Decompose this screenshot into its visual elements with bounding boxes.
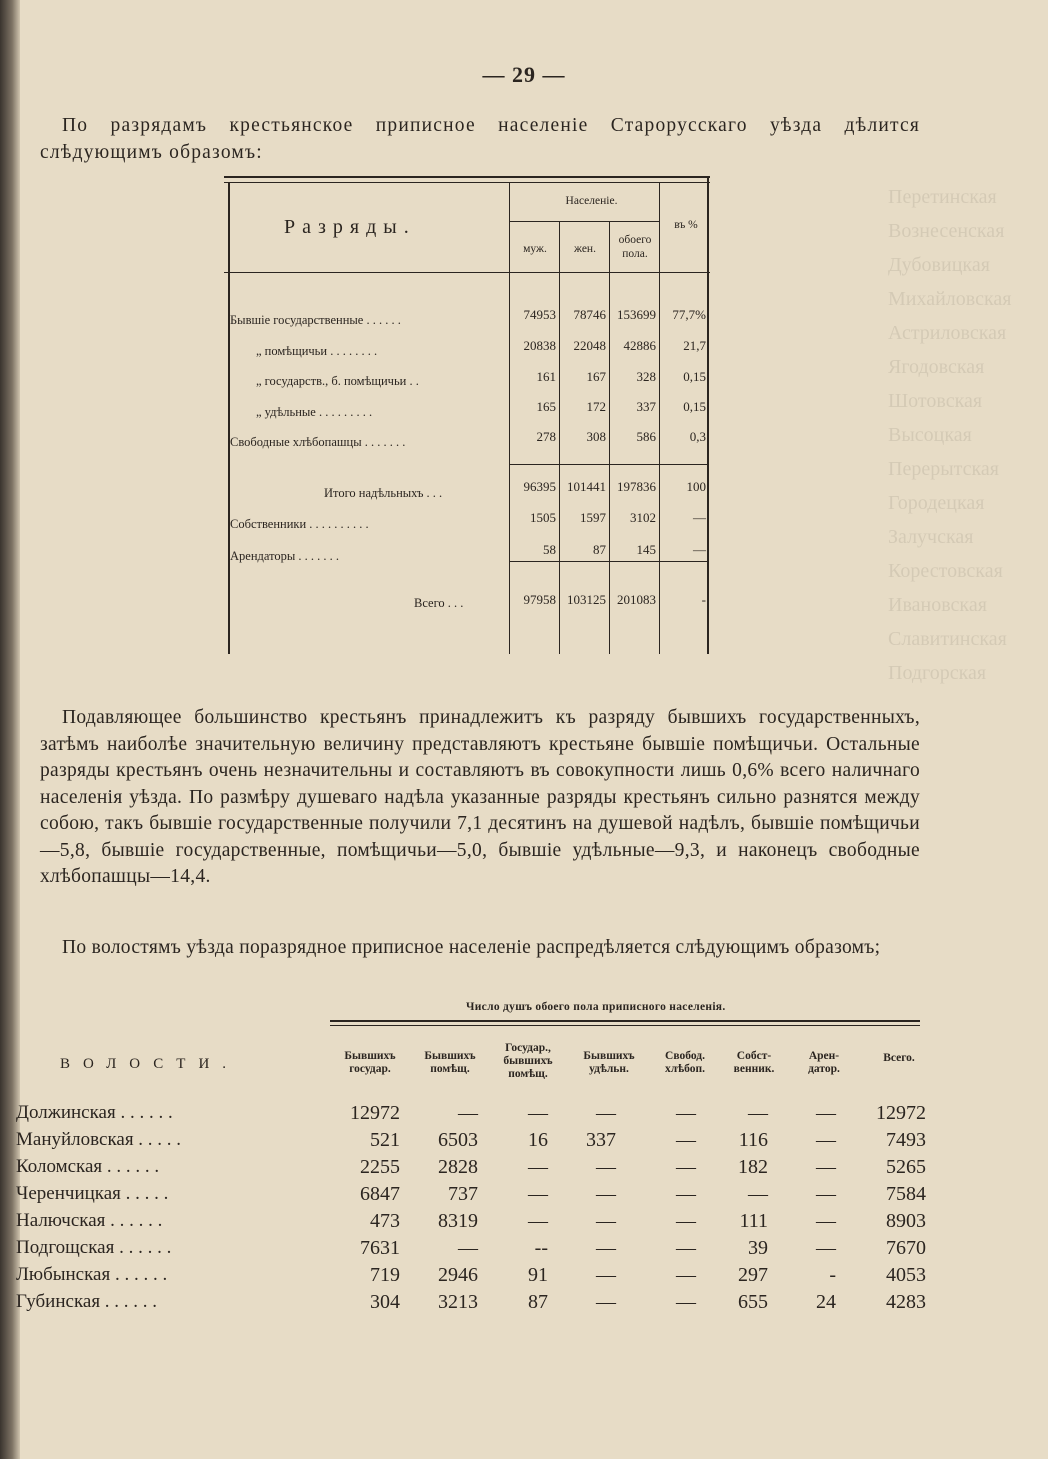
table2-cell: — (676, 1291, 696, 1313)
table2-cell: 12972 (876, 1102, 926, 1124)
table1-cell: — (693, 510, 706, 525)
volost-name: Губинская . . . . . . (16, 1291, 158, 1312)
table2-header: Бывшихъ удѣльн. (583, 1050, 635, 1075)
table1-cell: 1597 (580, 510, 606, 525)
table2-header: Собст- венник. (733, 1050, 775, 1075)
table2-cell: 12972 (350, 1102, 400, 1124)
table1-cell: 87 (593, 542, 606, 557)
table2-cell: 7584 (886, 1183, 926, 1205)
table2-cell: — (748, 1102, 768, 1124)
table2-cell: 737 (448, 1183, 478, 1205)
table2-header: Арен- датор. (808, 1050, 840, 1075)
table1-cell: 0,3 (689, 429, 706, 444)
table1-col-both: обоего пола. (618, 234, 652, 260)
table1-cell: 586 (636, 429, 656, 444)
table2-cell: 2828 (438, 1156, 478, 1178)
table2-cell: 116 (738, 1129, 768, 1151)
volost-name: Мануйловская . . . . . (16, 1129, 182, 1150)
table2-row (0, 1237, 1048, 1264)
table1-row-label-total: Итого надѣльныхъ . . . (324, 486, 443, 500)
table1-cell: 96395 (523, 479, 556, 494)
table2-cell: 91 (528, 1264, 548, 1286)
table2-cell: — (596, 1291, 616, 1313)
table2-cell: — (528, 1183, 548, 1205)
table2-row (0, 1183, 1048, 1210)
table1-cell: 278 (536, 429, 556, 444)
table1-cell: 22048 (573, 338, 606, 353)
table2-cell: — (596, 1264, 616, 1286)
table2-cell: 24 (816, 1291, 836, 1313)
table2-cell: 3213 (438, 1291, 478, 1313)
table2-header: Государ., бывшихъ помѣщ. (503, 1042, 553, 1080)
table2-cell: 6503 (438, 1129, 478, 1151)
table2-cell: 16 (528, 1129, 548, 1151)
volost-name: Должинская . . . . . . (16, 1102, 173, 1123)
volost-name: Подгощская . . . . . . (16, 1237, 172, 1258)
table2-cell: — (816, 1156, 836, 1178)
table2-caption: Число душъ обоего пола приписного населенія. (466, 1001, 726, 1013)
table2-cell: — (676, 1129, 696, 1151)
table1-cell: 153699 (617, 307, 656, 322)
table1-cell: 20838 (523, 338, 556, 353)
table2-cell: — (676, 1156, 696, 1178)
table2-cell: 4053 (886, 1264, 926, 1286)
table2-cell: — (596, 1183, 616, 1205)
table1-cell: 42886 (623, 338, 656, 353)
table2-cell: 2946 (438, 1264, 478, 1286)
table2-cell: — (676, 1237, 696, 1259)
table2-cell: 111 (739, 1210, 768, 1232)
table1-cell: 74953 (523, 307, 556, 322)
table2-cell: — (528, 1102, 548, 1124)
table1-row-label: „ государств., б. помѣщичьи . . (256, 374, 419, 388)
table1-cell: 165 (536, 399, 556, 414)
table2-row (0, 1210, 1048, 1237)
table1-cell: 0,15 (683, 369, 706, 384)
table2-cell: — (816, 1210, 836, 1232)
table2-cell: — (596, 1156, 616, 1178)
table2-header: Всего. (883, 1052, 915, 1064)
table2-cell: — (458, 1102, 478, 1124)
table1-row-label: „ удѣльные . . . . . . . . . (256, 405, 373, 419)
table2-cell: — (748, 1183, 768, 1205)
bleed-through-text: Перетинская Вознесенская Дубовицкая Михайловская Астриловская Ягодовская Шотовская Высоцкая Перерытская Городецкая Залучская Корестовская Ивановская Славитинская Подгорская (888, 186, 1012, 684)
table2-cell: 4283 (886, 1291, 926, 1313)
table2-cell: — (676, 1183, 696, 1205)
table2-row (0, 1291, 1048, 1318)
table2-cell: 521 (370, 1129, 400, 1151)
table2-row (0, 1264, 1048, 1291)
table2-cell: 182 (738, 1156, 768, 1178)
analysis-text: Подавляющее большинство крестьянъ принадлежитъ къ разряду бывшихъ государственныхъ, затѣмъ наиболѣе значительную величину представляютъ крестьяне бывшіе помѣщичьи. Остальные разряды крестьянъ очень незначительны и составляютъ въ совокупности лишь 0,6% всего наличнаго населенія уѣзда. По размѣру душеваго надѣла указанные разряды крестьянъ сильно разнятся между собою, такъ бывшіе государственные получили 7,1 десятинъ на душевой надѣлъ, бывшіе помѣщичьи—5,8, бывшіе государственные, помѣщичьи—5,0, бывшіе удѣльные—9,3, и наконецъ свободные хлѣбопашцы—14,4. (40, 707, 920, 887)
table2-cell: — (676, 1264, 696, 1286)
table2-cell: 7493 (886, 1129, 926, 1151)
intro-paragraph (40, 113, 920, 166)
table1-cell: 97958 (523, 592, 556, 607)
table1-cell: 1505 (530, 510, 556, 525)
table1-cell: 78746 (573, 307, 606, 322)
table2-cell: 473 (370, 1210, 400, 1232)
table2-cell: — (458, 1237, 478, 1259)
table2-cell: 87 (528, 1291, 548, 1313)
table1-cell: 0,15 (683, 399, 706, 414)
table1-row-label: Собственники . . . . . . . . . . (230, 517, 369, 531)
table1-cell: 337 (636, 399, 656, 414)
table1-cell: 161 (536, 369, 556, 384)
table2-cell: — (528, 1156, 548, 1178)
table2-cell: 2255 (360, 1156, 400, 1178)
table2-cell: -- (534, 1237, 548, 1259)
table1-header-categories: Разряды. (284, 216, 416, 238)
table2-row (0, 1129, 1048, 1156)
table1-cell: 77,7% (672, 307, 706, 322)
table1-cell: — (693, 542, 706, 557)
table1-col-male: муж. (523, 243, 547, 255)
table1-cell: 21,7 (683, 338, 706, 353)
table2-cell: 297 (738, 1264, 768, 1286)
table2-top-rule (330, 1020, 920, 1022)
page-number: — 29 — (482, 62, 566, 87)
table2-cell: 7670 (886, 1237, 926, 1259)
table1-cell: 197836 (617, 479, 656, 494)
volost-name: Налючская . . . . . . (16, 1210, 163, 1231)
table2-cell: — (816, 1129, 836, 1151)
table1-cell: 103125 (567, 592, 606, 607)
table2-cell: 8903 (886, 1210, 926, 1232)
table2-cell: 8319 (438, 1210, 478, 1232)
table1-cell: 328 (636, 369, 656, 384)
volost-name: Черенчицкая . . . . . (16, 1183, 169, 1204)
table2-header: Бывшихъ государ. (344, 1050, 396, 1075)
table1-cell: 58 (543, 542, 556, 557)
table1-cell: 145 (636, 542, 656, 557)
table1-cell: 308 (586, 429, 606, 444)
category-table (224, 176, 714, 654)
table1-cell: 3102 (630, 510, 656, 525)
table2-row (0, 1156, 1048, 1183)
table2-cell: — (816, 1183, 836, 1205)
table2-title: ВОЛОСТИ. (60, 1056, 240, 1072)
table2-cell: 719 (370, 1264, 400, 1286)
table2-cell: 39 (748, 1237, 768, 1259)
table1-header-population: Населеніе. (565, 195, 618, 207)
table2-cell: — (676, 1210, 696, 1232)
table2-header: Бывшихъ помѣщ. (424, 1050, 476, 1075)
table2-cell: 304 (370, 1291, 400, 1313)
table1-row-label-grand-total: Всего . . . (414, 596, 464, 610)
table1-cell: - (701, 592, 706, 607)
table2-header: Свобод. хлѣбоп. (665, 1050, 705, 1075)
volost-intro-paragraph (40, 935, 920, 962)
table1-row-label: Свободные хлѣбопашцы . . . . . . . (230, 435, 406, 449)
table1-cell: 100 (686, 479, 706, 494)
table1-col-female: жен. (574, 243, 596, 255)
table1-header-percent: въ % (674, 219, 698, 231)
table2-row (0, 1102, 1048, 1129)
table1-cell: 101441 (567, 479, 606, 494)
table2-cell: — (528, 1210, 548, 1232)
table2-cell: 7631 (360, 1237, 400, 1259)
table2-cell: — (816, 1237, 836, 1259)
table2-top-rule-thin (330, 1025, 920, 1026)
table2-cell: — (676, 1102, 696, 1124)
volost-name: Любынская . . . . . . (16, 1264, 168, 1285)
table1-row-label: „ помѣщичьи . . . . . . . . (256, 344, 378, 358)
table1-row-label: Арендаторы . . . . . . . (230, 549, 340, 563)
table1-cell: 201083 (617, 592, 656, 607)
table2-cell: 337 (586, 1129, 616, 1151)
table2-cell: 655 (738, 1291, 768, 1313)
table2-cell: - (829, 1264, 836, 1286)
table2-cell: 5265 (886, 1156, 926, 1178)
table2-cell: 6847 (360, 1183, 400, 1205)
table1-row-label: Бывшіе государственные . . . . . . (230, 313, 401, 327)
intro-text: По разрядамъ крестьянское приписное населеніе Старорусскаго уѣзда дѣлится слѣдующимъ образомъ: (40, 115, 920, 163)
table1-cell: 172 (586, 399, 606, 414)
table2-cell: — (596, 1210, 616, 1232)
volost-name: Коломская . . . . . . (16, 1156, 160, 1177)
volost-intro-text: По волостямъ уѣзда поразрядное приписное населеніе распредѣляется слѣдующимъ образомъ; (62, 937, 881, 958)
table2-cell: — (816, 1102, 836, 1124)
table1-cell: 167 (586, 369, 606, 384)
table2-cell: — (596, 1237, 616, 1259)
table2-cell: — (596, 1102, 616, 1124)
analysis-paragraph (40, 705, 920, 891)
